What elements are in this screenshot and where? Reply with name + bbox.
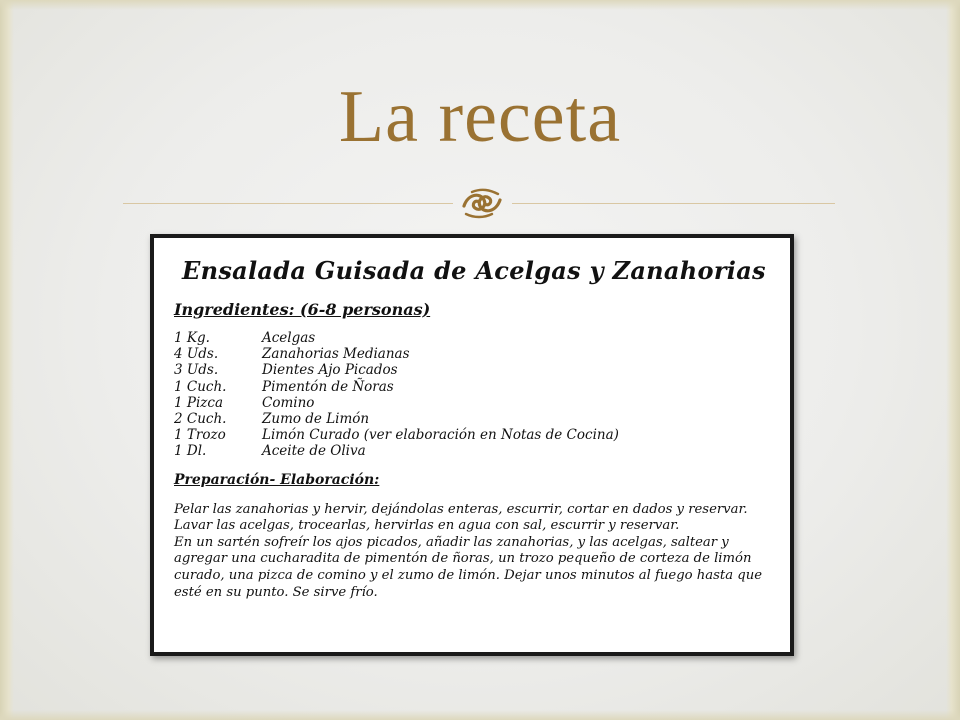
- ingredient-row: [174, 411, 619, 427]
- ingredient-name: Zanahorias Medianas: [262, 346, 410, 363]
- ingredient-name: Pimentón de Ñoras: [262, 378, 394, 395]
- title-divider-right: [512, 203, 835, 204]
- ingredient-quantity: 4 Uds.: [174, 346, 219, 363]
- ingredient-name: Aceite de Oliva: [262, 443, 366, 460]
- top-border-band: [0, 0, 960, 10]
- ingredient-quantity: 2 Cuch.: [174, 411, 227, 428]
- preparation-heading: Preparación- Elaboración:: [174, 471, 380, 488]
- decorative-scroll-icon: [458, 186, 506, 220]
- ingredient-row: [174, 346, 619, 362]
- recipe-card-image: [150, 234, 794, 656]
- ingredient-row: [174, 379, 619, 395]
- ingredient-name: Acelgas: [262, 330, 316, 346]
- ingredient-quantity: 1 Cuch.: [174, 378, 227, 395]
- ingredient-name: Limón Curado (ver elaboración en Notas de Cocina): [262, 427, 619, 444]
- ingredient-name: Dientes Ajo Picados: [262, 362, 398, 379]
- ingredients-list: [174, 330, 619, 460]
- ingredient-quantity: 1 Kg.: [174, 330, 210, 346]
- slide-title: La receta: [338, 76, 622, 158]
- ingredient-row: [174, 427, 619, 443]
- ingredient-quantity: 1 Pizca: [174, 394, 224, 411]
- title-divider-left: [123, 203, 453, 204]
- ingredient-row: [174, 362, 619, 378]
- preparation-paragraph: En un sartén sofreír los ajos picados, añadir las zanahorias, y las acelgas, saltear y agregar una cucharadita de pimentón de ñoras, un trozo pequeño de corteza de limón curado, una pizca de comino y el zumo de limón. Dejar unos minutos al fuego hasta que esté en su punto. Se sirve frío.: [174, 534, 762, 600]
- ingredient-quantity: 3 Uds.: [174, 362, 219, 379]
- ingredient-row: [174, 395, 619, 411]
- ingredient-name: Zumo de Limón: [262, 411, 370, 428]
- ingredient-quantity: 1 Trozo: [174, 427, 226, 444]
- ingredient-row: [174, 330, 619, 346]
- ingredient-name: Comino: [262, 394, 315, 411]
- preparation-paragraph: Pelar las zanahorias y hervir, dejándolas enteras, escurrir, cortar en dados y reservar. Lavar las acelgas, trocearlas, hervirlas en agua con sal, escurrir y reservar.: [174, 501, 748, 534]
- ingredient-quantity: 1 Dl.: [174, 443, 207, 460]
- bottom-border-band: [0, 710, 960, 720]
- ingredients-heading: Ingredientes: (6-8 personas): [174, 300, 431, 319]
- ingredient-row: [174, 443, 619, 459]
- recipe-title: Ensalada Guisada de Acelgas y Zanahorias: [182, 256, 766, 285]
